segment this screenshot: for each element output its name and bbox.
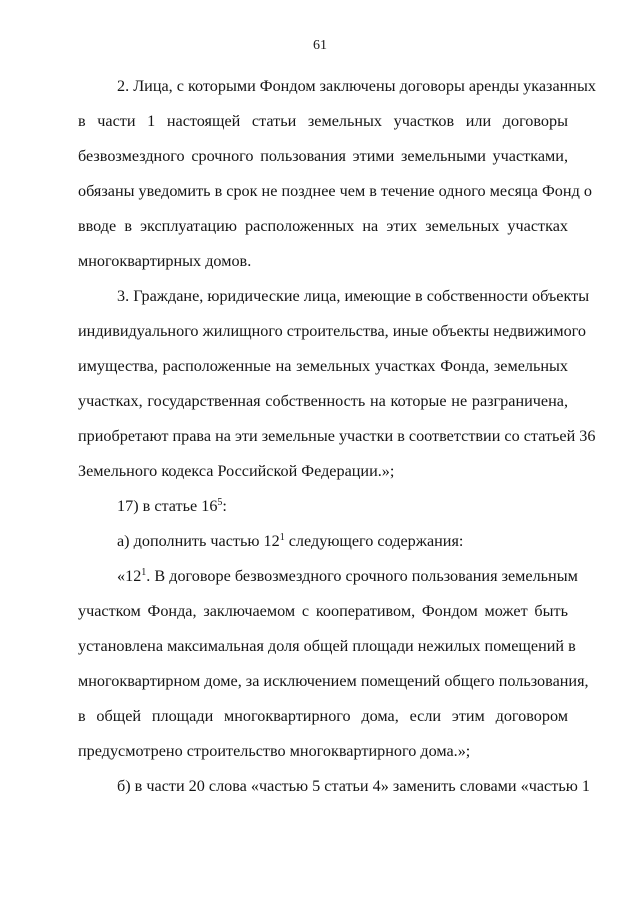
paragraph-line: 2. Лица, с которыми Фондом заключены договоры аренды указанных [117,77,596,95]
paragraph-line: Земельного кодекса Российской Федерации.»; [78,462,395,480]
quote-line: предусмотрено строительство многоквартирного дома.»; [78,742,471,760]
quote-line: многоквартирном доме, за исключением помещений общего пользования, [78,672,589,690]
paragraph-line: вводе в эксплуатацию расположенных на этих земельных участках [78,217,568,235]
paragraph-line: многоквартирных домов. [78,252,252,270]
quote-first-line: «$12^1$. В договоре безвозмездного срочного пользования земельным [117,567,578,585]
paragraph-line: в части 1 настоящей статьи земельных участков или договоры [78,112,568,130]
superscript: 1 [279,532,285,543]
quote-line: участком Фонда, заключаемом с кооперативом, Фондом может быть [78,602,568,620]
superscript: 1 [141,567,147,578]
paragraph-line: приобретают права на эти земельные участки в соответствии со статьей 36 [78,427,596,445]
item-b-line: б) в части 20 слова «частью 5 статьи 4» заменить словами «частью 1 [117,777,590,795]
quote-line: установлена максимальная доля общей площади нежилых помещений в [78,637,576,655]
paragraph-line: имущества, расположенные на земельных участках Фонда, земельных [78,357,568,375]
paragraph-line: безвозмездного срочного пользования этими земельными участками, [78,147,568,165]
quote-line: в общей площади многоквартирного дома, если этим договором [78,707,568,725]
paragraph-line: обязаны уведомить в срок не позднее чем в течение одного месяца Фонд о [78,182,592,200]
paragraph-line: 3. Граждане, юридические лица, имеющие в собственности объекты [117,287,590,305]
item-17-heading: 17) в статье $16^5$: [117,497,227,515]
superscript: 5 [217,497,223,508]
paragraph-line: индивидуального жилищного строительства, иные объекты недвижимого [78,322,586,340]
page-number: 61 [313,38,327,53]
paragraph-line: участках, государственная собственность на которые не разграничена, [78,392,568,410]
item-a-heading: а) дополнить частью $12^1$ следующего содержания: [117,532,464,550]
